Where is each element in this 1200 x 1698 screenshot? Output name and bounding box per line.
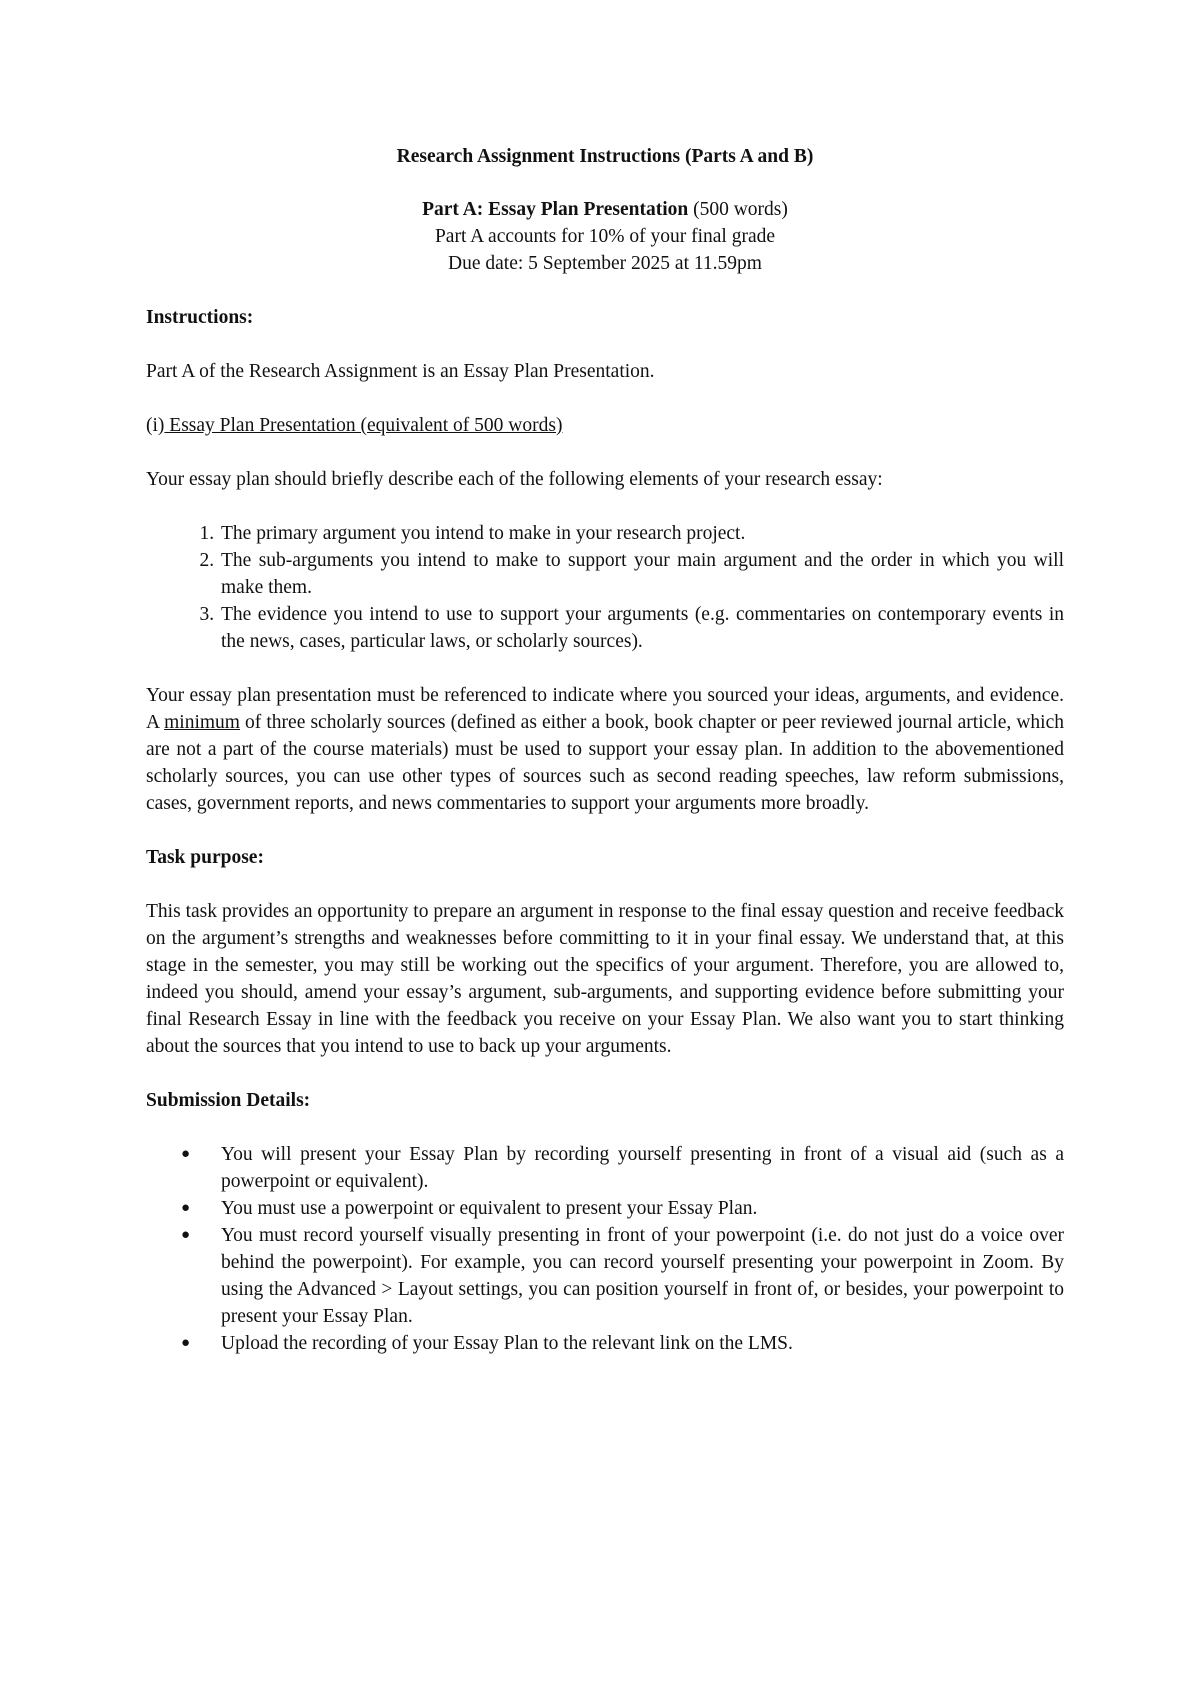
bullet-icon: ● bbox=[181, 1335, 191, 1351]
submission-details-list bbox=[146, 1141, 1064, 1357]
references-text-start: Your essay plan presentation must be referenced to indicate where you sourced your ideas, arguments, and evidence. A bbox=[146, 685, 1064, 733]
list-item: 1. The primary argument you intend to make in your research project. bbox=[219, 520, 1064, 547]
essay-elements-list bbox=[146, 520, 1064, 655]
part-a-title bbox=[146, 196, 1064, 223]
part-a-weight: Part A accounts for 10% of your final grade bbox=[434, 226, 776, 247]
references-text-end: of three scholarly sources (defined as either a book, book chapter or peer reviewed journal article, which are not a part of the course materials) must be used to support your essay plan. In addition to the abovementioned scholarly sources, you can use other types of sources such as second reading speeches, law reform submissions, cases, government reports, and news commentaries to support your arguments more broadly. bbox=[146, 712, 1064, 814]
bullet-icon: ● bbox=[181, 1146, 191, 1162]
list-item-text: You must use a powerpoint or equivalent to present your Essay Plan. bbox=[221, 1198, 758, 1219]
list-item bbox=[181, 1141, 1064, 1195]
instructions-intro: Part A of the Research Assignment is an Essay Plan Presentation. bbox=[146, 361, 655, 382]
essay-plan-subsection-title bbox=[146, 412, 1064, 439]
list-item bbox=[181, 1222, 1064, 1330]
references-paragraph bbox=[146, 682, 1064, 817]
list-item bbox=[181, 1195, 1064, 1222]
subsection-prefix: (i) bbox=[146, 415, 165, 436]
instructions-heading: Instructions: bbox=[146, 307, 254, 328]
list-item: 2. The sub-arguments you intend to make to support your main argument and the order in which you will make them. bbox=[219, 547, 1064, 601]
task-purpose-heading: Task purpose: bbox=[146, 847, 264, 868]
subsection-title: Essay Plan Presentation (equivalent of 500 words) bbox=[164, 415, 563, 436]
document-page bbox=[146, 143, 1064, 1384]
part-a-title-word-count: (500 words) bbox=[688, 199, 788, 220]
part-a-due-date: Due date: 5 September 2025 at 11.59pm bbox=[448, 253, 762, 274]
list-item-text: Upload the recording of your Essay Plan to the relevant link on the LMS. bbox=[221, 1333, 793, 1354]
document-title: Research Assignment Instructions (Parts A and B) bbox=[396, 146, 814, 167]
part-a-title-bold: Part A: Essay Plan Presentation bbox=[422, 199, 689, 220]
list-item: 3. The evidence you intend to use to support your arguments (e.g. commentaries on contemporary events in the news, cases, particular laws, or scholarly sources). bbox=[219, 601, 1064, 655]
part-a-header bbox=[146, 196, 1064, 277]
bullet-icon: ● bbox=[181, 1227, 191, 1243]
elements-list-intro: Your essay plan should briefly describe each of the following elements of your research essay: bbox=[146, 469, 883, 490]
list-item bbox=[181, 1330, 1064, 1357]
list-item-text: You must record yourself visually presenting in front of your powerpoint (i.e. do not just do a voice over behind the powerpoint). For example, you can record yourself presenting your powerpoint in Zoom. By using the Advanced > Layout settings, you can position yourself in front of, or besides, your powerpoint to present your Essay Plan. bbox=[221, 1225, 1064, 1327]
submission-details-heading: Submission Details: bbox=[146, 1090, 311, 1111]
list-item-text: You will present your Essay Plan by recording yourself presenting in front of a visual aid (such as a powerpoint or equivalent). bbox=[221, 1144, 1064, 1192]
references-emphasis: minimum bbox=[164, 712, 240, 733]
bullet-icon: ● bbox=[181, 1200, 191, 1216]
task-purpose-paragraph: This task provides an opportunity to prepare an argument in response to the final essay question and receive feedback on the argument’s strengths and weaknesses before committing to it in your final essay. We understand that, at this stage in the semester, you may still be working out the specifics of your argument. Therefore, you are allowed to, indeed you should, amend your essay’s argument, sub-arguments, and supporting evidence before submitting your final Research Essay in line with the feedback you receive on your Essay Plan. We also want you to start thinking about the sources that you intend to use to back up your arguments. bbox=[146, 901, 1064, 1057]
